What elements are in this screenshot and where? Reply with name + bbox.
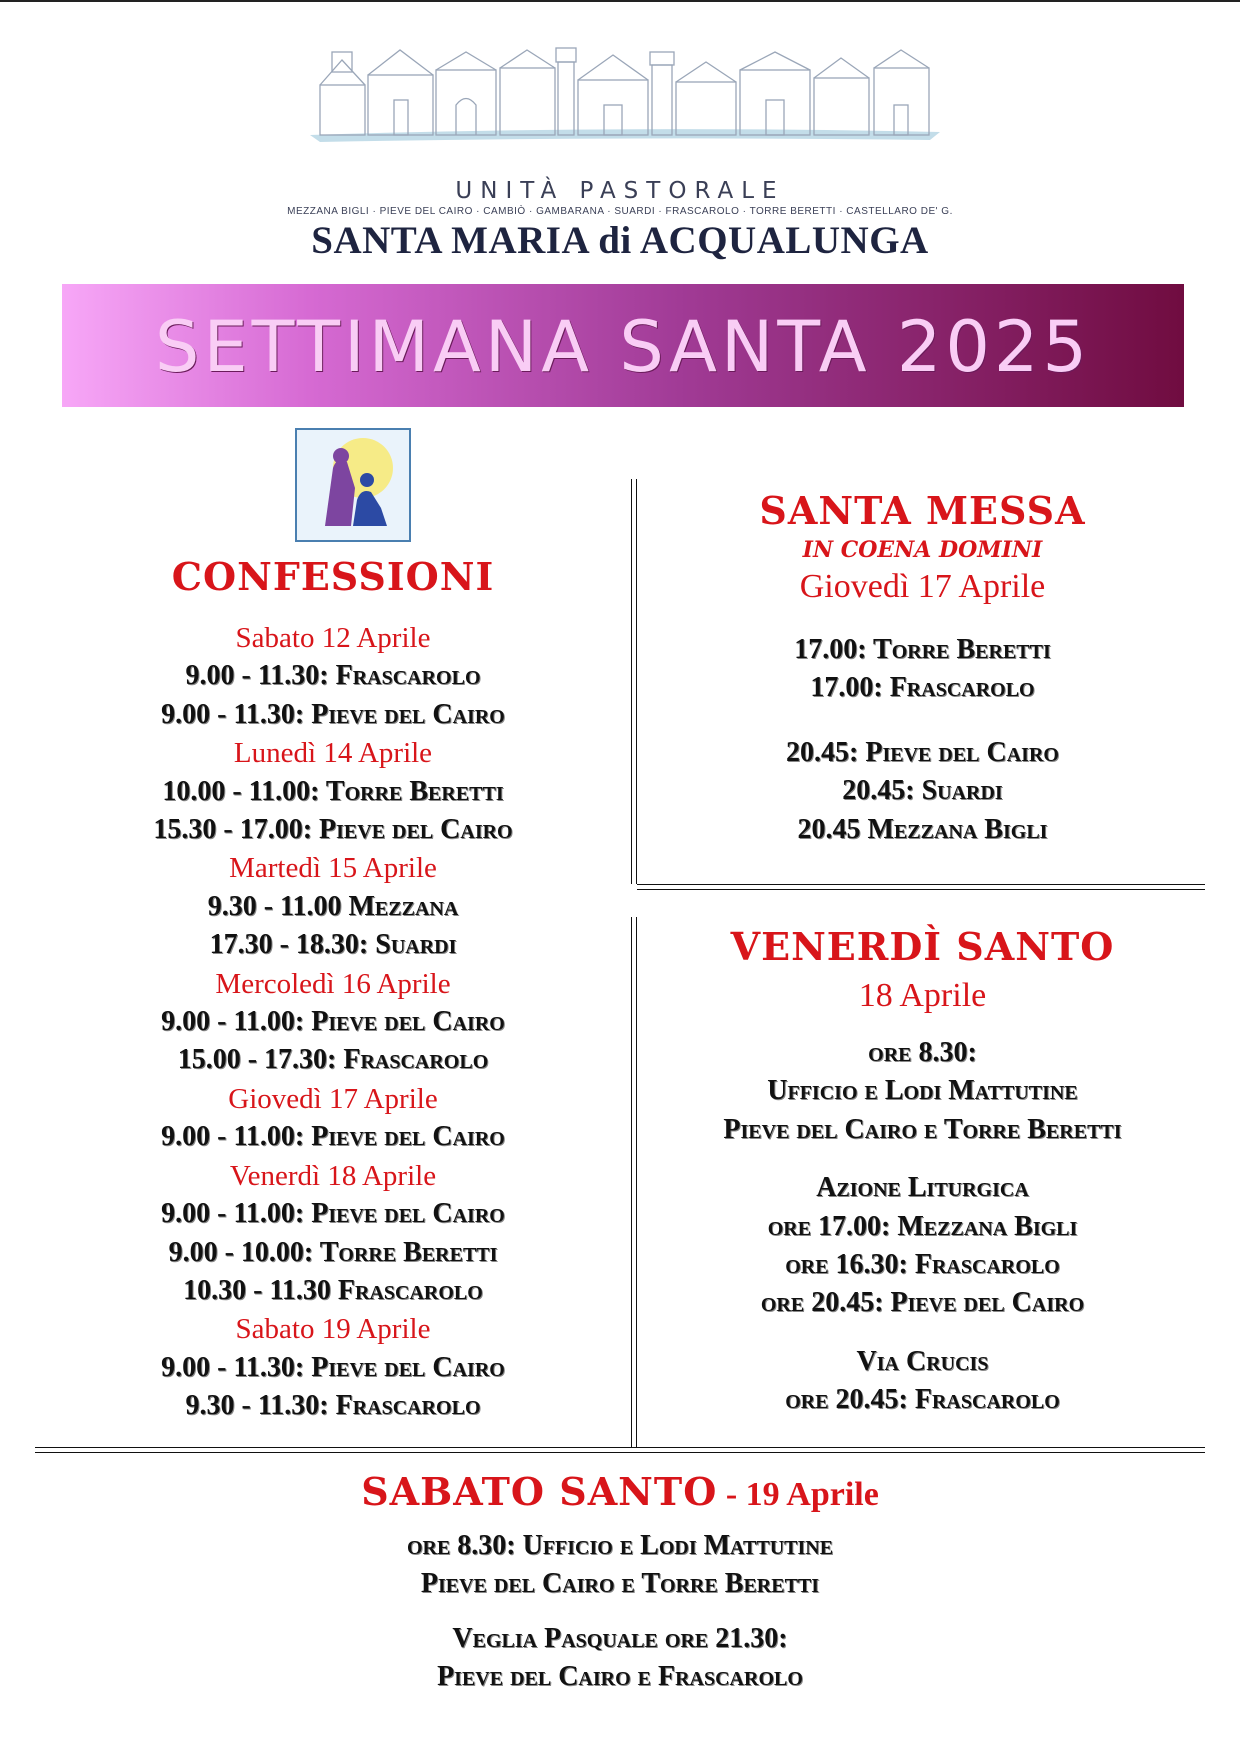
schedule-line: 17.00: Frascarolo	[810, 672, 1035, 704]
church-skyline-logo	[290, 40, 950, 155]
santa-messa-times-2	[640, 734, 1205, 849]
venerdi-santo-block-1	[640, 1034, 1205, 1149]
sabato-santo-heading: SABATO SANTO	[361, 1469, 718, 1514]
top-rule	[0, 0, 1240, 2]
venerdi-santo-block-3	[640, 1343, 1205, 1420]
vertical-divider-left-lower	[631, 917, 637, 1447]
schedule-time: 15.00 - 17.30: Frascarolo	[177, 1044, 489, 1076]
santa-messa-heading: SANTA MESSA	[759, 488, 1086, 533]
schedule-time: 9.00 - 11.30: Frascarolo	[185, 660, 481, 692]
santa-messa-date: Giovedì 17 Aprile	[799, 568, 1046, 605]
schedule-time: 15.30 - 17.00: Pieve del Cairo	[153, 814, 513, 846]
confessioni-schedule	[35, 619, 631, 1426]
vertical-divider-left	[631, 479, 637, 884]
confession-icon	[295, 428, 411, 542]
schedule-day: Mercoledì 16 Aprile	[215, 967, 451, 1000]
venerdi-santo-date: 18 Aprile	[858, 977, 987, 1014]
santa-messa-subheading: IN COENA DOMINI	[802, 537, 1043, 563]
schedule-line: 20.45: Pieve del Cairo	[786, 736, 1059, 768]
schedule-line: ore 16.30: Frascarolo	[785, 1249, 1060, 1281]
schedule-line: ore 17.00: Mezzana Bigli	[767, 1210, 1078, 1242]
bottom-divider	[35, 1447, 1205, 1453]
schedule-day: Giovedì 17 Aprile	[228, 1082, 438, 1115]
schedule-line: Pieve del Cairo e Torre Beretti	[420, 1568, 820, 1600]
sabato-santo-title-line	[35, 1466, 1205, 1527]
venerdi-santo-heading: VENERDÌ SANTO	[730, 924, 1115, 969]
schedule-line: Veglia Pasquale ore 21.30:	[452, 1622, 788, 1654]
schedule-time: 9.00 - 11.00: Pieve del Cairo	[161, 1121, 505, 1153]
schedule-line: ore 20.45: Frascarolo	[785, 1384, 1060, 1416]
unit-label: UNITÀ PASTORALE	[455, 178, 785, 204]
schedule-time: 9.00 - 11.30: Pieve del Cairo	[161, 1351, 505, 1383]
schedule-time: 9.00 - 11.00: Pieve del Cairo	[161, 1006, 505, 1038]
schedule-line: 20.45 Mezzana Bigli	[797, 813, 1048, 845]
schedule-day: Sabato 19 Aprile	[235, 1313, 431, 1346]
santa-messa-times-1	[640, 631, 1205, 708]
schedule-line: Pieve del Cairo e Torre Beretti	[723, 1113, 1122, 1145]
schedule-day: Lunedì 14 Aprile	[233, 737, 433, 770]
schedule-time: 10.00 - 11.00: Torre Beretti	[162, 775, 504, 807]
schedule-time: 17.30 - 18.30: Suardi	[209, 929, 457, 961]
schedule-line: Ufficio e Lodi Mattutine	[767, 1075, 1078, 1107]
venerdi-santo-block-2	[640, 1169, 1205, 1323]
title-banner	[62, 284, 1184, 407]
schedule-time: 9.00 - 11.00: Pieve del Cairo	[161, 1198, 505, 1230]
schedule-line: Via Crucis	[856, 1345, 989, 1377]
brand-name: SANTA MARIA di ACQUALUNGA	[311, 219, 929, 262]
sabato-santo-date: - 19 Aprile	[717, 1476, 879, 1513]
sabato-santo-section	[35, 1466, 1205, 1697]
schedule-time: 9.00 - 11.30: Pieve del Cairo	[161, 698, 505, 730]
schedule-line: 17.00: Torre Beretti	[794, 634, 1051, 665]
horizontal-divider-right	[637, 884, 1205, 890]
banner-title: SETTIMANA SANTA 2025	[155, 306, 1091, 388]
schedule-time: 9.30 - 11.00 Mezzana	[207, 890, 459, 922]
schedule-day: Venerdì 18 Aprile	[229, 1159, 437, 1192]
schedule-day: Martedì 15 Aprile	[229, 852, 437, 885]
sabato-santo-block-1	[35, 1527, 1205, 1604]
confessioni-heading: CONFESSIONI	[171, 554, 495, 599]
schedule-line: ore 8.30: Ufficio e Lodi Mattutine	[406, 1530, 834, 1561]
sabato-santo-block-2	[35, 1620, 1205, 1697]
schedule-line: ore 8.30:	[868, 1037, 977, 1068]
parish-list: MEZZANA BIGLI · PIEVE DEL CAIRO · CAMBIÒ · GAMBARANA · SUARDI · FRASCAROLO · TORRE BERETTI · CASTELLARO DE' G.	[287, 206, 953, 217]
schedule-time: 10.30 - 11.30 Frascarolo	[183, 1274, 483, 1306]
santa-messa-section	[640, 485, 1205, 849]
schedule-time: 9.00 - 10.00: Torre Beretti	[168, 1236, 498, 1268]
schedule-line: Azione Liturgica	[816, 1172, 1029, 1204]
schedule-line: Pieve del Cairo e Frascarolo	[437, 1661, 803, 1693]
schedule-day: Sabato 12 Aprile	[235, 622, 431, 654]
schedule-time: 9.30 - 11.30: Frascarolo	[185, 1390, 481, 1422]
schedule-line: 20.45: Suardi	[842, 775, 1003, 807]
venerdi-santo-section	[640, 922, 1205, 1420]
schedule-line: ore 20.45: Pieve del Cairo	[760, 1287, 1085, 1319]
